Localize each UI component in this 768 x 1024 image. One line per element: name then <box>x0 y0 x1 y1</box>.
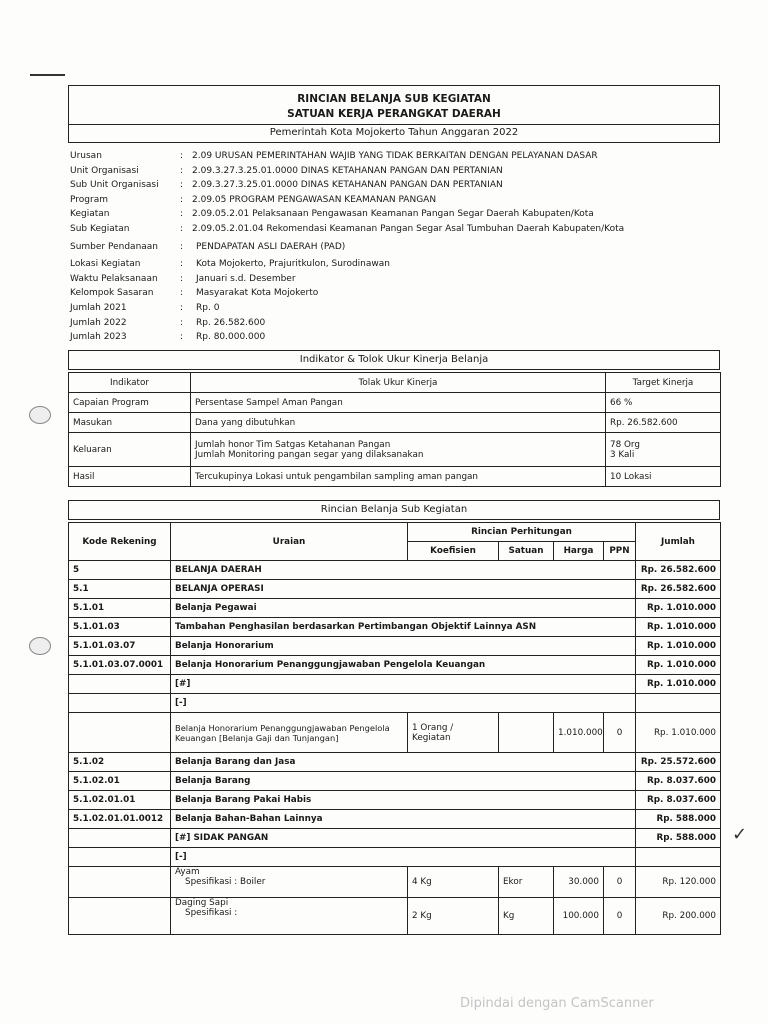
kode-cell: 5.1.01 <box>69 599 171 618</box>
check-mark-icon: ✓ <box>732 824 748 845</box>
field-value: Januari s.d. Desember <box>196 273 296 284</box>
table-row <box>69 580 721 599</box>
rincian-table <box>68 522 721 935</box>
field-label: Sub Kegiatan <box>70 223 130 234</box>
kode-cell: 5.1.01.03.07 <box>69 637 171 656</box>
cell: Rp. 1.010.000 <box>636 713 721 753</box>
uraian-cell: Belanja Pegawai <box>171 599 636 618</box>
cell: Rp. 200.000 <box>636 898 721 935</box>
field-label: Kegiatan <box>70 209 110 220</box>
item-name: Daging Sapi <box>175 898 229 908</box>
uraian-cell: BELANJA OPERASI <box>171 580 636 599</box>
cell: Persentase Sampel Aman Pangan <box>191 393 606 413</box>
table-row <box>69 413 721 433</box>
cell <box>499 713 554 753</box>
table-row <box>69 791 721 810</box>
cell: 0 <box>604 713 636 753</box>
jumlah-cell: Rp. 1.010.000 <box>636 656 721 675</box>
jumlah-cell: Rp. 26.582.600 <box>636 561 721 580</box>
field-colon: : <box>180 223 184 234</box>
cell <box>191 433 606 467</box>
cell: 0 <box>604 867 636 898</box>
uraian-cell: Belanja Bahan-Bahan Lainnya <box>171 810 636 829</box>
field-colon: : <box>180 259 184 270</box>
cell <box>69 898 171 935</box>
table-row <box>69 810 721 829</box>
cell: Tercukupinya Lokasi untuk pengambilan sampling aman pangan <box>191 467 606 487</box>
field-value: 2.09.3.27.3.25.01.0000 DINAS KETAHANAN PANGAN DAN PERTANIAN <box>192 180 503 191</box>
field-colon: : <box>180 317 184 328</box>
cell: 30.000 <box>554 867 604 898</box>
field-colon: : <box>180 194 184 205</box>
field-label: Sumber Pendanaan <box>70 241 159 252</box>
kode-cell: 5.1.02.01 <box>69 772 171 791</box>
field-row <box>70 149 720 164</box>
kode-cell <box>69 694 171 713</box>
cell: Rp. 26.582.600 <box>606 413 721 433</box>
header-tolak: Tolak Ukur Kinerja <box>191 373 606 393</box>
uraian-cell: BELANJA DAERAH <box>171 561 636 580</box>
field-label: Urusan <box>70 151 102 161</box>
field-row <box>70 222 720 237</box>
uraian-cell: Tambahan Penghasilan berdasarkan Pertimbangan Objektif Lainnya ASN <box>171 618 636 637</box>
table-row <box>69 637 721 656</box>
field-label: Jumlah 2023 <box>70 332 127 343</box>
table-row <box>69 618 721 637</box>
field-colon: : <box>180 288 184 299</box>
document-title <box>68 85 720 125</box>
jumlah-cell: Rp. 1.010.000 <box>636 637 721 656</box>
jumlah-cell: Rp. 26.582.600 <box>636 580 721 599</box>
kode-cell <box>69 848 171 867</box>
field-value: 2.09 URUSAN PEMERINTAHAN WAJIB YANG TIDAK BERKAITAN DENGAN PELAYANAN DASAR <box>192 151 598 161</box>
document-subtitle: Pemerintah Kota Mojokerto Tahun Anggaran 2022 <box>68 125 720 143</box>
item-spec: Spesifikasi : <box>185 908 238 918</box>
kode-cell: 5.1.02.01.01.0012 <box>69 810 171 829</box>
kode-cell: 5.1.02 <box>69 753 171 772</box>
field-row <box>70 207 720 222</box>
jumlah-cell: Rp. 588.000 <box>636 810 721 829</box>
jumlah-cell <box>636 694 721 713</box>
cell: Masukan <box>69 413 191 433</box>
cell: Ekor <box>499 867 554 898</box>
field-label: Unit Organisasi <box>70 165 139 176</box>
field-label: Jumlah 2021 <box>70 302 127 313</box>
cell <box>171 867 408 898</box>
field-value: Kota Mojokerto, Prajuritkulon, Surodinawan <box>196 259 390 270</box>
cell: 2 Kg <box>408 898 499 935</box>
uraian-cell: Belanja Barang dan Jasa <box>171 753 636 772</box>
table-row <box>69 656 721 675</box>
field-row <box>70 330 720 345</box>
table-row-detail <box>69 713 721 753</box>
punch-hole <box>29 637 51 655</box>
table-header-row <box>69 523 721 542</box>
field-colon: : <box>180 302 184 313</box>
uraian-cell: [#] <box>171 675 636 694</box>
table-row <box>69 848 721 867</box>
line: Jumlah honor Tim Satgas Ketahanan Pangan <box>195 439 391 450</box>
field-label: Sub Unit Organisasi <box>70 180 159 191</box>
jumlah-cell: Rp. 8.037.600 <box>636 772 721 791</box>
table-row <box>69 393 721 413</box>
field-row <box>70 286 720 301</box>
kode-cell <box>69 675 171 694</box>
item-spec: Spesifikasi : Boiler <box>185 877 266 887</box>
cell <box>606 433 721 467</box>
cell: 1 Orang / Kegiatan <box>408 713 499 753</box>
uraian-cell: Belanja Honorarium <box>171 637 636 656</box>
rincian-title: Rincian Belanja Sub Kegiatan <box>68 500 720 520</box>
kode-cell: 5.1.01.03 <box>69 618 171 637</box>
kode-cell: 5 <box>69 561 171 580</box>
table-row <box>69 772 721 791</box>
field-colon: : <box>180 332 184 343</box>
kode-cell <box>69 829 171 848</box>
indikator-title: Indikator & Tolok Ukur Kinerja Belanja <box>68 350 720 370</box>
header-harga: Harga <box>554 542 604 561</box>
field-value: 2.09.05 PROGRAM PENGAWASAN KEAMANAN PANGAN <box>192 194 437 205</box>
field-label: Program <box>70 194 108 205</box>
table-header-row <box>69 373 721 393</box>
cell: Keluaran <box>69 433 191 467</box>
cell <box>171 898 408 935</box>
field-value: Masyarakat Kota Mojokerto <box>196 288 319 299</box>
punch-hole <box>29 406 51 424</box>
cell <box>69 713 171 753</box>
table-row <box>69 753 721 772</box>
field-value: Rp. 26.582.600 <box>196 317 266 328</box>
jumlah-cell: Rp. 1.010.000 <box>636 618 721 637</box>
header-kode: Kode Rekening <box>69 523 171 561</box>
field-colon: : <box>180 273 184 284</box>
field-row <box>70 316 720 331</box>
cell: 4 Kg <box>408 867 499 898</box>
field-colon: : <box>180 165 184 176</box>
kode-cell: 5.1.02.01.01 <box>69 791 171 810</box>
uraian-cell: [#] SIDAK PANGAN <box>171 829 636 848</box>
cell: Capaian Program <box>69 393 191 413</box>
table-row <box>69 675 721 694</box>
kode-cell: 5.1.01.03.07.0001 <box>69 656 171 675</box>
header-satuan: Satuan <box>499 542 554 561</box>
item-row <box>69 867 721 898</box>
item-row <box>69 898 721 935</box>
camscanner-watermark: Dipindai dengan CamScanner <box>460 996 654 1011</box>
jumlah-cell: Rp. 1.010.000 <box>636 675 721 694</box>
line: 78 Org <box>610 439 640 450</box>
cell: 100.000 <box>554 898 604 935</box>
title-line-2: SATUAN KERJA PERANGKAT DAERAH <box>287 108 501 120</box>
header-ppn: PPN <box>604 542 636 561</box>
field-value: Rp. 0 <box>196 302 220 313</box>
field-colon: : <box>180 241 184 252</box>
field-label: Kelompok Sasaran <box>70 288 154 299</box>
field-value: Rp. 80.000.000 <box>196 332 266 343</box>
field-value: 2.09.3.27.3.25.01.0000 DINAS KETAHANAN PANGAN DAN PERTANIAN <box>192 165 503 176</box>
indikator-table <box>68 372 721 487</box>
field-value: 2.09.05.2.01 Pelaksanaan Pengawasan Keamanan Pangan Segar Daerah Kabupaten/Kota <box>192 209 594 220</box>
cell: 10 Lokasi <box>606 467 721 487</box>
uraian-cell: [-] <box>171 694 636 713</box>
table-row <box>69 829 721 848</box>
jumlah-cell: Rp. 588.000 <box>636 829 721 848</box>
field-row <box>70 272 720 287</box>
jumlah-cell <box>636 848 721 867</box>
cell: Belanja Honorarium Penanggungjawaban Pengelola Keuangan [Belanja Gaji dan Tunjangan] <box>171 713 408 753</box>
field-row <box>70 301 720 316</box>
field-value: 2.09.05.2.01.04 Rekomendasi Keamanan Pangan Segar Asal Tumbuhan Daerah Kabupaten/Kota <box>192 223 625 234</box>
field-row <box>70 240 720 255</box>
field-row <box>70 164 720 179</box>
uraian-cell: Belanja Barang Pakai Habis <box>171 791 636 810</box>
field-row <box>70 178 720 193</box>
header-koefisien: Koefisien <box>408 542 499 561</box>
field-label: Lokasi Kegiatan <box>70 259 141 270</box>
title-line-1: RINCIAN BELANJA SUB KEGIATAN <box>297 93 491 105</box>
field-label: Waktu Pelaksanaan <box>70 273 158 284</box>
table-row <box>69 599 721 618</box>
item-name: Ayam <box>175 867 200 877</box>
header-rincian: Rincian Perhitungan <box>408 523 636 542</box>
cell: 1.010.000 <box>554 713 604 753</box>
uraian-cell: Belanja Honorarium Penanggungjawaban Pengelola Keuangan <box>171 656 636 675</box>
cell <box>69 867 171 898</box>
header-target: Target Kinerja <box>606 373 721 393</box>
cell: Hasil <box>69 467 191 487</box>
header-uraian: Uraian <box>171 523 408 561</box>
pen-mark <box>30 74 65 76</box>
info-fields <box>70 149 720 345</box>
field-colon: : <box>180 180 184 191</box>
field-value: PENDAPATAN ASLI DAERAH (PAD) <box>196 241 346 252</box>
kode-cell: 5.1 <box>69 580 171 599</box>
header-indikator: Indikator <box>69 373 191 393</box>
line: 3 Kali <box>610 449 635 460</box>
cell: Dana yang dibutuhkan <box>191 413 606 433</box>
table-row <box>69 433 721 467</box>
cell: Kg <box>499 898 554 935</box>
table-row <box>69 467 721 487</box>
jumlah-cell: Rp. 25.572.600 <box>636 753 721 772</box>
line: Jumlah Monitoring pangan segar yang dilaksanakan <box>195 449 424 460</box>
table-row <box>69 694 721 713</box>
field-label: Jumlah 2022 <box>70 317 127 328</box>
cell: Rp. 120.000 <box>636 867 721 898</box>
jumlah-cell: Rp. 8.037.600 <box>636 791 721 810</box>
cell: 66 % <box>606 393 721 413</box>
uraian-cell: Belanja Barang <box>171 772 636 791</box>
field-colon: : <box>180 209 184 220</box>
header-jumlah: Jumlah <box>636 523 721 561</box>
field-row <box>70 257 720 272</box>
table-row <box>69 561 721 580</box>
jumlah-cell: Rp. 1.010.000 <box>636 599 721 618</box>
uraian-cell: [-] <box>171 848 636 867</box>
field-row <box>70 193 720 208</box>
field-colon: : <box>180 151 184 161</box>
cell: 0 <box>604 898 636 935</box>
